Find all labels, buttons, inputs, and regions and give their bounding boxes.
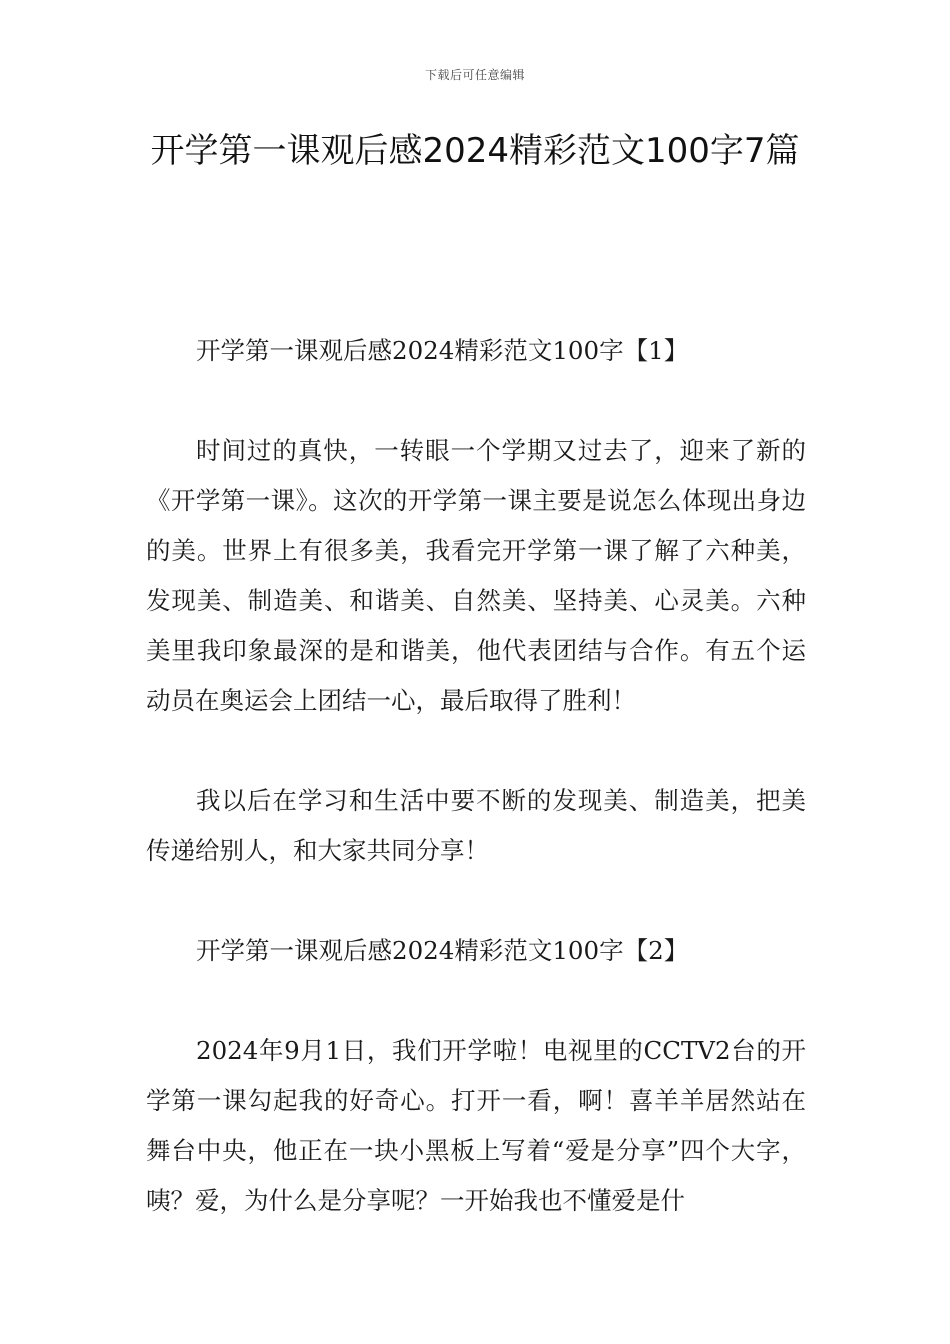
- document-title: 开学第一课观后感2024精彩范文100字7篇: [150, 131, 800, 171]
- spacer: [146, 976, 806, 1026]
- paragraph: 2024年9月1日，我们开学啦！电视里的CCTV2台的开学第一课勾起我的好奇心。打开一看，啊！喜羊羊居然站在舞台中央，他正在一块小黑板上写着“爱是分享”四个大字，咦？爱，为什么是分享呢？一开始我也不懂爱是什: [146, 1036, 806, 1215]
- spacer: [146, 376, 806, 426]
- paragraph: 我以后在学习和生活中要不断的发现美、制造美，把美传递给别人，和大家共同分享！: [146, 786, 806, 865]
- spacer: [146, 876, 806, 926]
- header-note: 下载后可任意编辑: [424, 68, 525, 82]
- section-heading: 开学第一课观后感2024精彩范文100字【2】: [196, 936, 689, 965]
- section-heading: 开学第一课观后感2024精彩范文100字【1】: [196, 336, 689, 365]
- section-1: [146, 326, 806, 926]
- paragraph: 时间过的真快，一转眼一个学期又过去了，迎来了新的《开学第一课》。这次的开学第一课主要是说怎么体现出身边的美。世界上有很多美，我看完开学第一课了解了六种美，发现美、制造美、和谐美、自然美、坚持美、心灵美。六种美里我印象最深的是和谐美，他代表团结与合作。有五个运动员在奥运会上团结一心，最后取得了胜利！: [146, 436, 806, 715]
- document-body: [146, 326, 806, 1226]
- spacer: [146, 726, 806, 776]
- section-2: [146, 926, 806, 1226]
